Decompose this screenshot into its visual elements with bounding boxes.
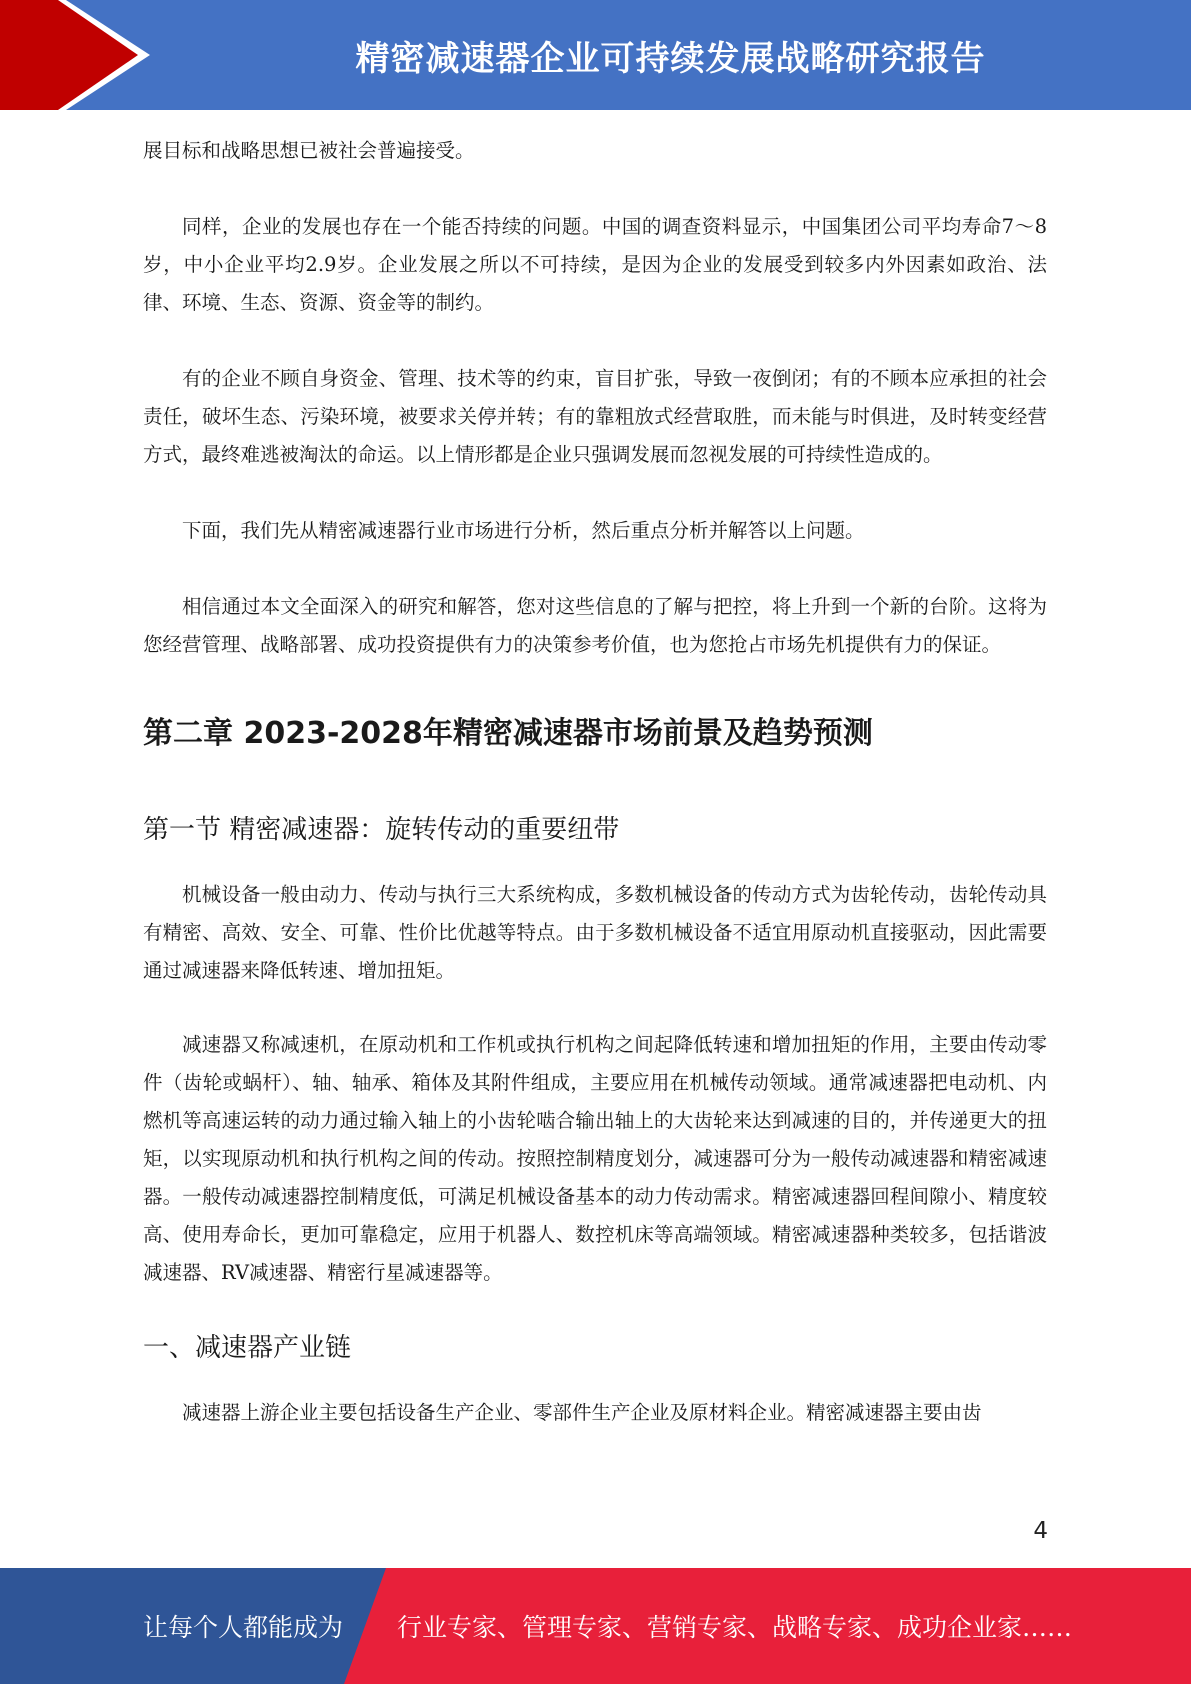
- page-number: 4: [1033, 1518, 1048, 1544]
- report-title: 精密减速器企业可持续发展战略研究报告: [355, 38, 986, 79]
- paragraph: 同样，企业的发展也存在一个能否持续的问题。中国的调查资料显示，中国集团公司平均寿命7～8岁，中小企业平均2.9岁。企业发展之所以不可持续，是因为企业的发展受到较多内外因素如政治、法律、环境、生态、资源、资金等的制约。: [143, 215, 1047, 314]
- paragraph: 下面，我们先从精密减速器行业市场进行分析，然后重点分析并解答以上问题。: [182, 519, 865, 542]
- paragraph: 展目标和战略思想已被社会普遍接受。: [143, 139, 475, 162]
- footer-slogan-left: 让每个人都能成为: [143, 1613, 344, 1642]
- footer-banner: [0, 1568, 1191, 1684]
- chapter-title: 第二章 2023-2028年精密减速器市场前景及趋势预测: [143, 716, 873, 751]
- header-banner: [0, 0, 1191, 110]
- paragraph: 有的企业不顾自身资金、管理、技术等的约束，盲目扩张，导致一夜倒闭；有的不顾本应承担的社会责任，破坏生态、污染环境，被要求关停并转；有的靠粗放式经营取胜，而未能与时俱进，及时转变经营方式，最终难逃被淘汰的命运。以上情形都是企业只强调发展而忽视发展的可持续性造成的。: [143, 367, 1047, 466]
- page-content: [143, 132, 1047, 1470]
- footer-slogan-right: 行业专家、管理专家、营销专家、战略专家、成功企业家……: [397, 1613, 1073, 1642]
- paragraph: 减速器上游企业主要包括设备生产企业、零部件生产企业及原材料企业。精密减速器主要由齿: [182, 1401, 982, 1424]
- paragraph: 相信通过本文全面深入的研究和解答，您对这些信息的了解与把控，将上升到一个新的台阶。这将为您经营管理、战略部署、成功投资提供有力的决策参考价值，也为您抢占市场先机提供有力的保证。: [143, 595, 1047, 656]
- paragraph: 减速器又称减速机，在原动机和工作机或执行机构之间起降低转速和增加扭矩的作用，主要由传动零件（齿轮或蜗杆）、轴、轴承、箱体及其附件组成，主要应用在机械传动领域。通常减速器把电动机、内燃机等高速运转的动力通过输入轴上的小齿轮啮合输出轴上的大齿轮来达到减速的目的，并传递更大的扭矩，以实现原动机和执行机构之间的传动。按照控制精度划分，减速器可分为一般传动减速器和精密减速器。一般传动减速器控制精度低，可满足机械设备基本的动力传动需求。精密减速器回程间隙小、精度较高、使用寿命长，更加可靠稳定，应用于机器人、数控机床等高端领域。精密减速器种类较多，包括谐波减速器、RV减速器、精密行星减速器等。: [143, 1033, 1047, 1284]
- paragraph: 机械设备一般由动力、传动与执行三大系统构成，多数机械设备的传动方式为齿轮传动，齿轮传动具有精密、高效、安全、可靠、性价比优越等特点。由于多数机械设备不适宜用原动机直接驱动，因此需要通过减速器来降低转速、增加扭矩。: [143, 883, 1047, 982]
- subsection-title: 一、减速器产业链: [143, 1333, 352, 1363]
- section-title: 第一节 精密减速器：旋转传动的重要纽带: [143, 815, 620, 845]
